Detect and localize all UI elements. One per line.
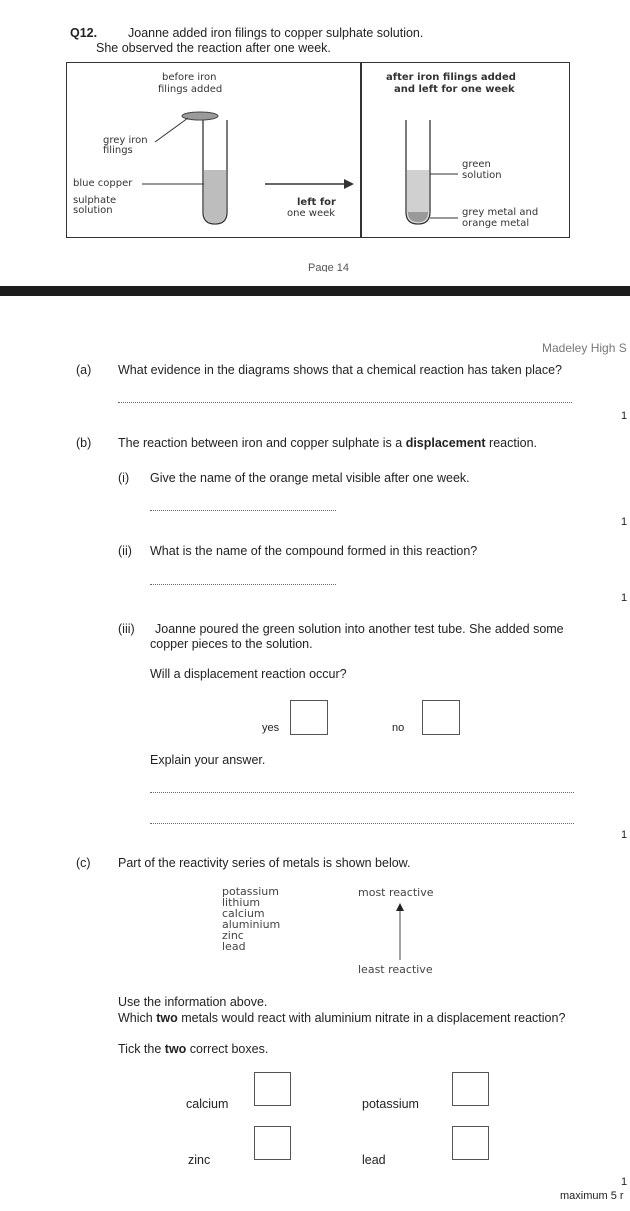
mark-a: 1 [621, 410, 628, 422]
part-b-ii-label: (ii) [118, 544, 132, 558]
part-b-label: (b) [76, 436, 92, 450]
answer-line-b-i[interactable] [150, 510, 336, 511]
blue-copper-label-2: sulphate [73, 195, 117, 206]
left-for-label-1: left for [297, 197, 336, 208]
answer-line-a[interactable] [118, 402, 572, 403]
arrow-head [344, 179, 354, 189]
grey-metal-label-2: orange metal [462, 218, 530, 229]
after-title-2: and left for one week [394, 84, 515, 95]
which-question: Which two metals would react with aluminium nitrate in a displacement reaction? [118, 1011, 566, 1025]
page-number: Page 14 [308, 262, 349, 272]
part-b-ii-question: What is the name of the compound formed in this reaction? [150, 544, 478, 558]
yes-label: yes [262, 722, 280, 734]
no-label: no [392, 722, 405, 734]
mark-b-iii: 1 [621, 829, 628, 841]
school-name: Madeley High S [542, 341, 627, 355]
lead-checkbox[interactable] [452, 1126, 489, 1160]
mark-b-ii: 1 [621, 592, 628, 604]
explain-line-1[interactable] [150, 792, 574, 793]
part-a-question: What evidence in the diagrams shows that a chemical reaction has taken place? [118, 363, 562, 377]
answer-line-b-ii[interactable] [150, 584, 336, 585]
green-label-1: green [462, 159, 491, 170]
calcium-label: calcium [186, 1097, 229, 1111]
intro-line-2: She observed the reaction after one week. [96, 41, 331, 55]
part-b-stem: The reaction between iron and copper sulphate is a displacement reaction. [118, 436, 537, 450]
part-b-iii-line-1: Joanne poured the green solution into another test tube. She added some [155, 622, 564, 636]
potassium-checkbox[interactable] [452, 1072, 489, 1106]
part-b-iii-line-2: copper pieces to the solution. [150, 637, 313, 651]
metal-item: lithium [222, 896, 261, 909]
zinc-checkbox[interactable] [254, 1126, 291, 1160]
grey-iron-label-1: grey iron [103, 135, 148, 146]
maximum-marks: maximum 5 r [560, 1190, 624, 1202]
use-info-text: Use the information above. [118, 995, 268, 1009]
lead-label: lead [362, 1153, 386, 1167]
most-reactive-label: most reactive [358, 886, 434, 899]
metal-item: lead [222, 940, 246, 953]
reactivity-series [222, 886, 280, 952]
mark-b-i: 1 [621, 516, 628, 528]
part-b-i-label: (i) [118, 471, 130, 485]
before-title-2: filings added [158, 84, 223, 95]
part-b-i-question: Give the name of the orange metal visible after one week. [150, 471, 470, 485]
after-title-1: after iron filings added [386, 72, 516, 83]
grey-metal-label-1: grey metal and [462, 207, 539, 218]
intro-line-1: Joanne added iron filings to copper sulphate solution. [128, 26, 424, 40]
zinc-label: zinc [188, 1153, 211, 1167]
iron-leader-line [155, 118, 188, 142]
explain-label: Explain your answer. [150, 753, 266, 767]
part-b-iii-label: (iii) [118, 622, 135, 636]
green-label-2: solution [462, 170, 502, 181]
blue-solution-fill [204, 170, 226, 223]
before-title-1: before iron [162, 72, 217, 83]
metal-item: calcium [222, 907, 265, 920]
yes-checkbox[interactable] [290, 700, 328, 735]
question-number: Q12. [70, 26, 98, 40]
part-b-iii-will: Will a displacement reaction occur? [150, 667, 347, 681]
diagram-drawing [0, 0, 630, 286]
mark-c: 1 [621, 1176, 628, 1188]
previous-page [0, 0, 630, 286]
tick-instruction: Tick the two correct boxes. [118, 1042, 269, 1056]
explain-line-2[interactable] [150, 823, 574, 824]
part-c-question: Part of the reactivity series of metals is shown below. [118, 856, 411, 870]
left-for-label-2: one week [287, 208, 336, 219]
grey-iron-label-2: filings [103, 145, 133, 156]
metal-item: aluminium [222, 918, 281, 931]
part-a-label: (a) [76, 363, 92, 377]
current-page [0, 296, 630, 1211]
blue-copper-label-3: solution [73, 205, 113, 216]
potassium-label: potassium [362, 1097, 419, 1111]
blue-copper-label-1: blue copper [73, 178, 133, 189]
metal-item: potassium [222, 885, 279, 898]
metal-item: zinc [222, 929, 244, 942]
calcium-checkbox[interactable] [254, 1072, 291, 1106]
least-reactive-label: least reactive [358, 963, 433, 976]
no-checkbox[interactable] [422, 700, 460, 735]
reactivity-arrow [395, 902, 405, 962]
page-divider [0, 286, 630, 296]
part-c-label: (c) [76, 856, 91, 870]
